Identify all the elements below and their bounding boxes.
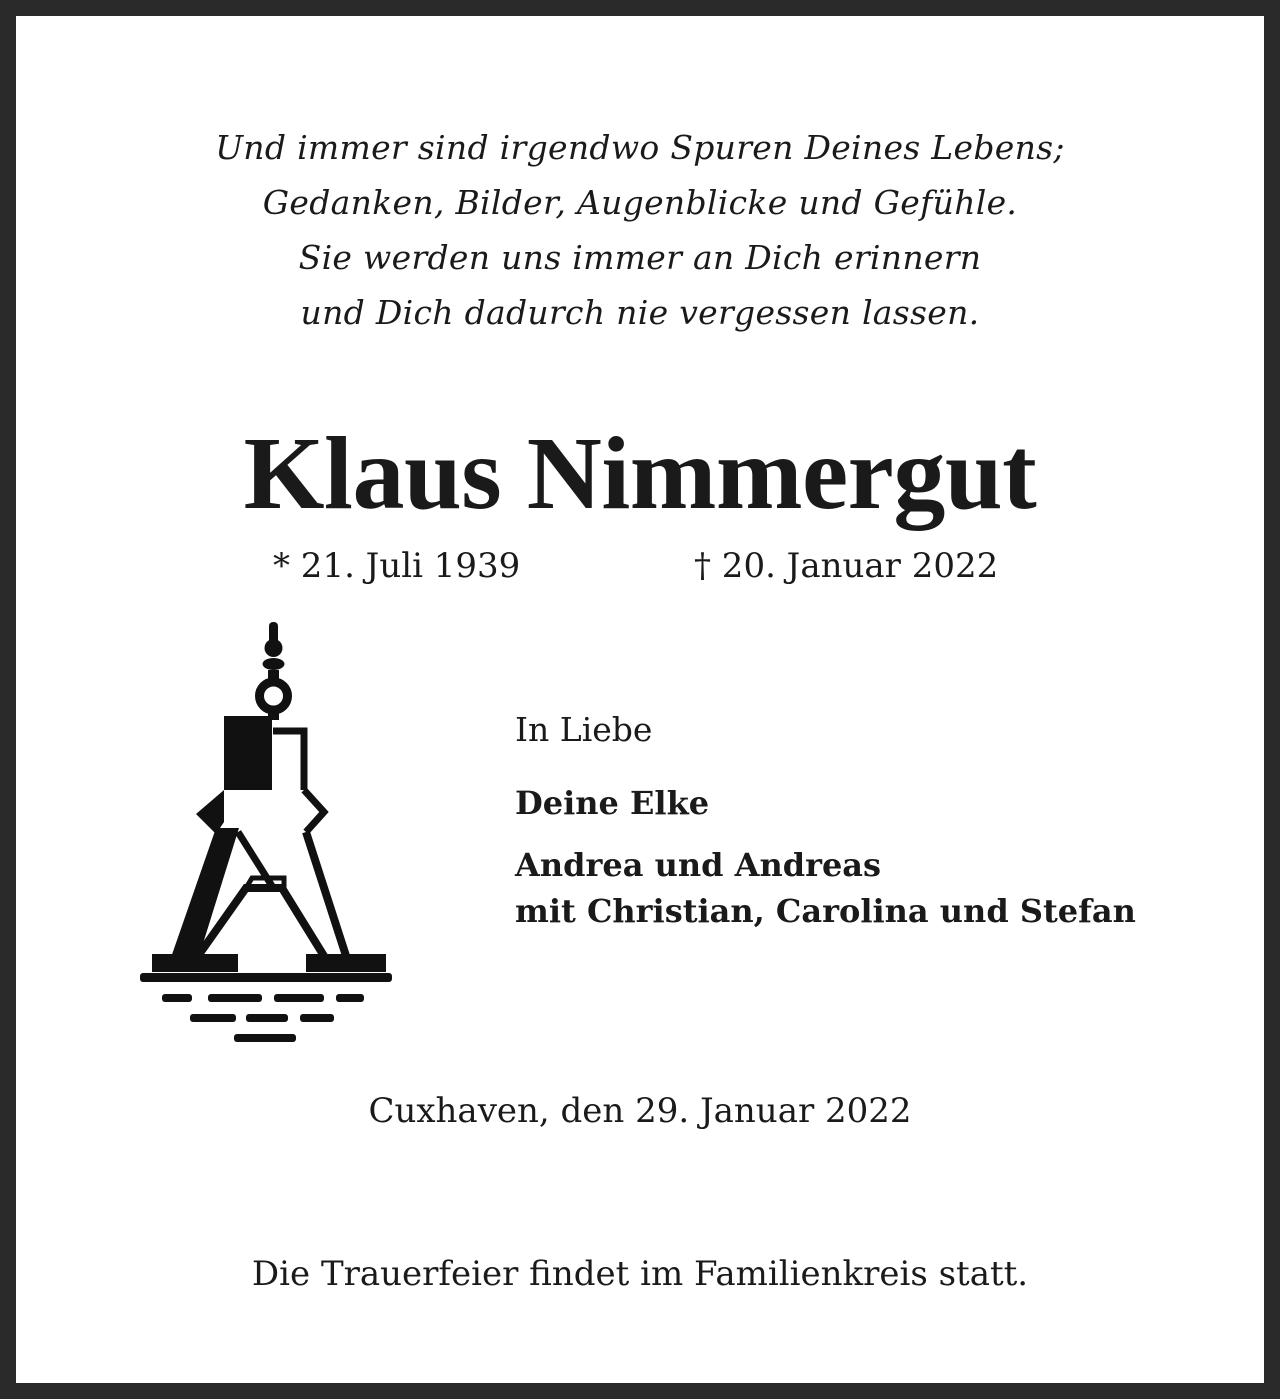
mourner-name: Deine Elke bbox=[515, 784, 710, 822]
mourner-name: Andrea und Andreas bbox=[515, 846, 882, 884]
mourner-name: mit Christian, Carolina und Stefan bbox=[515, 892, 1136, 930]
poem-line: Sie werden uns immer an Dich erinnern bbox=[298, 238, 982, 277]
death-date: † 20. Januar 2022 bbox=[694, 546, 999, 586]
deceased-name: Klaus Nimmergut bbox=[243, 416, 1037, 531]
funeral-notice: Die Trauerfeier findet im Familienkreis statt. bbox=[251, 1254, 1029, 1294]
place-and-date: Cuxhaven, den 29. Januar 2022 bbox=[368, 1091, 912, 1131]
birth-date: * 21. Juli 1939 bbox=[273, 546, 521, 586]
cuxhaven-kugelbake-icon bbox=[134, 616, 404, 1050]
poem-line: Gedanken, Bilder, Augenblicke und Gefühle. bbox=[262, 183, 1018, 222]
mourners-intro: In Liebe bbox=[515, 710, 653, 749]
mourners-block bbox=[515, 704, 1136, 934]
memorial-poem bbox=[16, 120, 1264, 340]
poem-line: und Dich dadurch nie vergessen lassen. bbox=[300, 293, 980, 332]
poem-line: Und immer sind irgendwo Spuren Deines Lebens; bbox=[215, 128, 1065, 167]
